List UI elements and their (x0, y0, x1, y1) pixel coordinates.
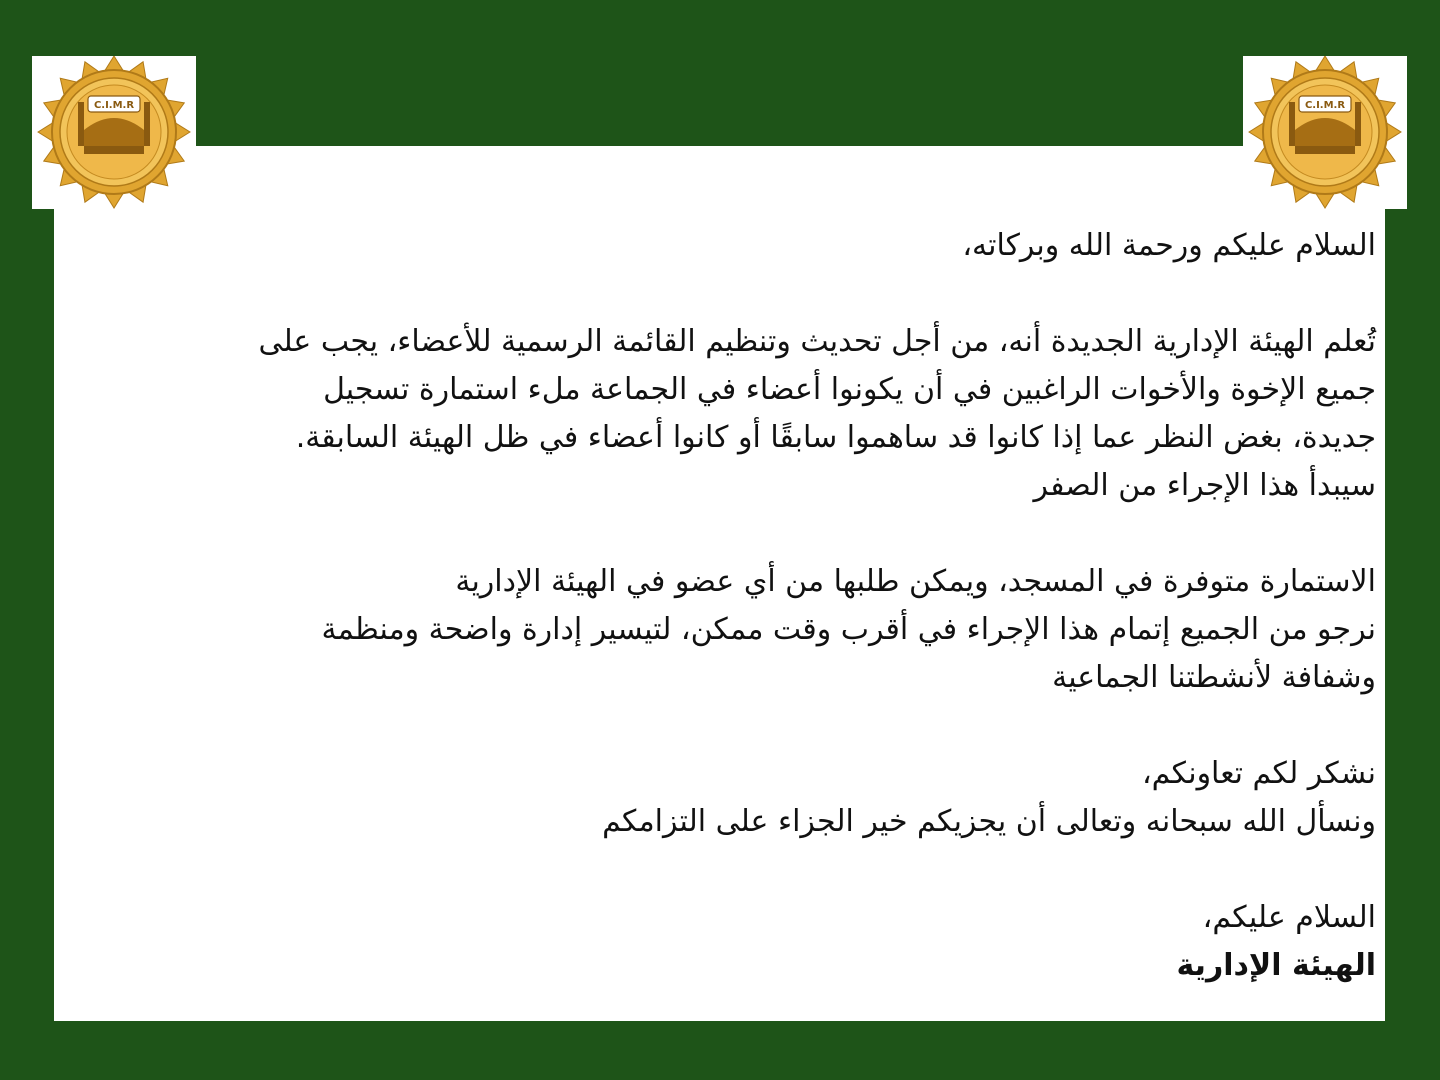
paragraph-gap (60, 270, 1376, 318)
greeting-line: السلام عليكم ورحمة الله وبركاته، (962, 228, 1376, 263)
cimr-logo-icon (1243, 56, 1407, 209)
paragraph-gap (60, 702, 1376, 750)
paragraph-gap (60, 510, 1376, 558)
closing-line: السلام عليكم، (1202, 900, 1376, 935)
cimr-logo-icon (32, 56, 196, 209)
announcement-line-4: سيبدأ هذا الإجراء من الصفر (1033, 468, 1376, 503)
announcement-line-1: تُعلم الهيئة الإدارية الجديدة أنه، من أجل تحديث وتنظيم القائمة الرسمية للأعضاء، يجب على (258, 324, 1376, 359)
form-info-line-3: وشفافة لأنشطتنا الجماعية (1052, 660, 1376, 695)
announcement-line-3: جديدة، بغض النظر عما إذا كانوا قد ساهموا سابقًا أو كانوا أعضاء في ظل الهيئة السابقة. (295, 420, 1376, 455)
paragraph-announcement (60, 318, 1376, 510)
signature: الهيئة الإدارية (1176, 948, 1376, 983)
letter-body (60, 222, 1376, 990)
closing-block (60, 894, 1376, 990)
announcement-line-2: جميع الإخوة والأخوات الراغبين في أن يكونوا أعضاء في الجماعة ملء استمارة تسجيل (323, 372, 1376, 407)
paragraph-thanks (60, 750, 1376, 846)
greeting (60, 222, 1376, 270)
paragraph-form-info (60, 558, 1376, 702)
logo-right (1243, 56, 1407, 209)
svg-text:C.I.M.R: C.I.M.R (93, 100, 135, 111)
thanks-line-2: ونسأل الله سبحانه وتعالى أن يجزيكم خير الجزاء على التزامكم (602, 804, 1376, 839)
svg-text:C.I.M.R: C.I.M.R (1304, 100, 1346, 111)
paragraph-gap (60, 846, 1376, 894)
logo-left (32, 56, 196, 209)
form-info-line-1: الاستمارة متوفرة في المسجد، ويمكن طلبها من أي عضو في الهيئة الإدارية (455, 564, 1376, 599)
thanks-line-1: نشكر لكم تعاونكم، (1142, 756, 1376, 791)
form-info-line-2: نرجو من الجميع إتمام هذا الإجراء في أقرب وقت ممكن، لتيسير إدارة واضحة ومنظمة (321, 612, 1376, 647)
